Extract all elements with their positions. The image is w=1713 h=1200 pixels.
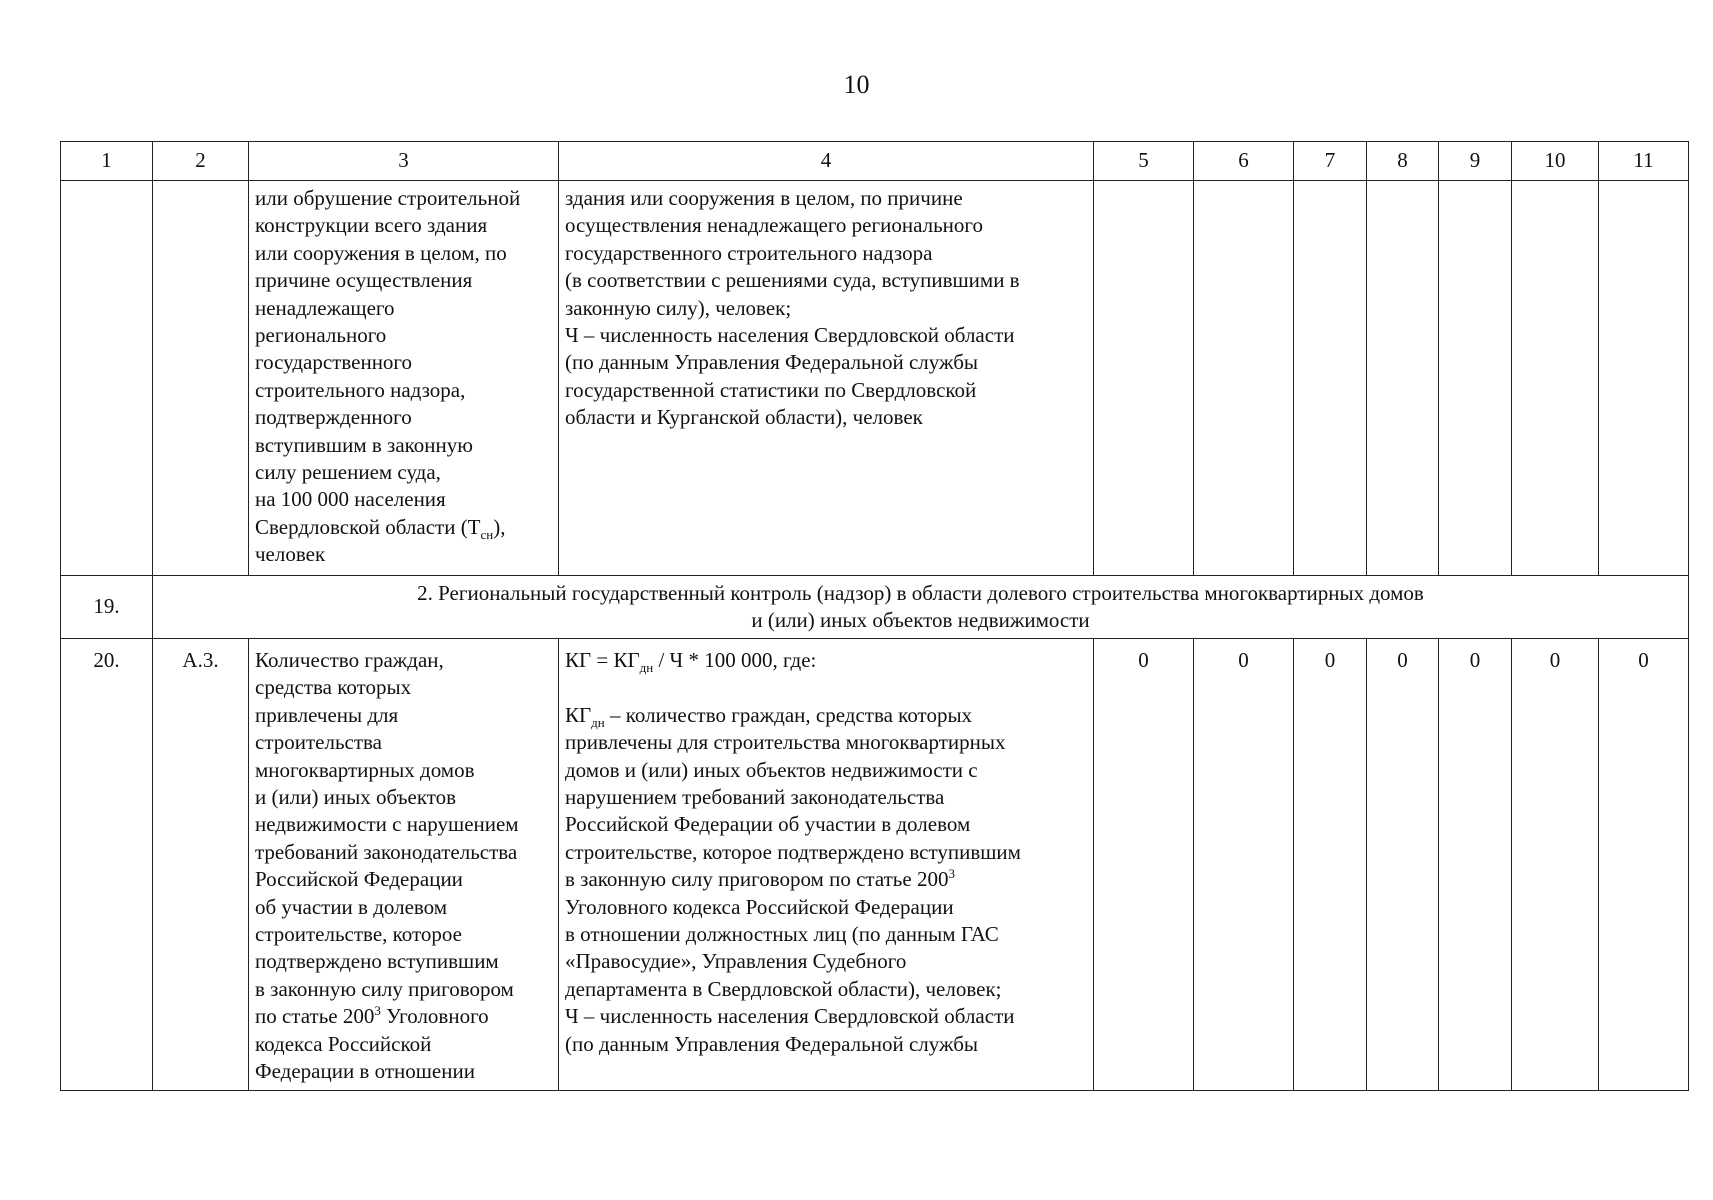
value-cell: 0 — [1194, 639, 1294, 1091]
calculation-method-cell — [559, 639, 1094, 1091]
indicator-name-tail: Уголовного кодекса Российской Федерации в отношении — [255, 1004, 489, 1084]
code-cell: А.3. — [153, 639, 249, 1091]
header-cell: 10 — [1512, 142, 1599, 181]
header-cell: 1 — [61, 142, 153, 181]
value-cell: 0 — [1599, 639, 1689, 1091]
value-cell: 0 — [1367, 639, 1439, 1091]
formula-text: КГ = КГ — [565, 648, 640, 672]
header-cell: 9 — [1439, 142, 1512, 181]
value-cell: 0 — [1512, 639, 1599, 1091]
definition-superscript: 3 — [948, 866, 955, 882]
table-row — [61, 181, 1689, 576]
value-cell: 0 — [1439, 639, 1512, 1091]
value-cell: 0 — [1294, 639, 1367, 1091]
value-cell — [1439, 181, 1512, 576]
header-cell: 2 — [153, 142, 249, 181]
table-row — [61, 639, 1689, 1091]
header-cell: 3 — [249, 142, 559, 181]
section-row — [61, 576, 1689, 639]
header-cell: 7 — [1294, 142, 1367, 181]
value-cell — [1512, 181, 1599, 576]
definition-subscript: дн — [591, 715, 605, 730]
formula-subscript: дн — [639, 660, 654, 676]
definition-text: КГ — [565, 702, 592, 727]
header-cell: 6 — [1194, 142, 1294, 181]
header-cell: 4 — [559, 142, 1094, 181]
header-cell: 11 — [1599, 142, 1689, 181]
value-cell — [1094, 181, 1194, 576]
formula-tail: / Ч * 100 000, где: — [653, 648, 817, 672]
header-row — [61, 142, 1689, 181]
indicator-subscript: сн — [480, 527, 494, 543]
value-cell — [1294, 181, 1367, 576]
header-cell: 5 — [1094, 142, 1194, 181]
indicator-name-text: или обрушение строительной конструкции всего здания или сооружения в целом, по причине осуществления ненадлежащего регионального государственного строительного надзора, подтвержденного вступившим в законную силу решением суда, на 100 000 населения Свердловской области (Т — [255, 186, 521, 539]
row-number-cell: 19. — [61, 576, 153, 639]
indicators-table — [60, 141, 1689, 1091]
calculation-method-cell: здания или сооружения в целом, по причине осуществления ненадлежащего регионального государственного строительного надзора (в соответствии с решениями суда, вступившими в законную силу), человек; Ч – численность населения Свердловской области (по данным Управления Федеральной службы государственной статистики по Свердловской области и Курганской области), человек — [559, 181, 1094, 576]
definition-body: – количество граждан, средства которых привлечены для строительства многоквартирных домов и (или) иных объектов недвижимости с нарушением требований законодательства Российской Федерации об участии в долевом строительстве, которое подтверждено вступившим в законную силу приговором по статье 200 — [565, 702, 1021, 892]
value-cell — [1367, 181, 1439, 576]
code-cell — [153, 181, 249, 576]
indicator-name-text: Количество граждан, средства которых привлечены для строительства многоквартирных домов и (или) иных объектов недвижимости с нарушением требований законодательства Российской Федерации об участии в долевом строительстве, которое подтверждено вступившим в законную силу приговором по статье 200 — [255, 648, 519, 1029]
indicator-name-cell — [249, 639, 559, 1091]
value-cell — [1194, 181, 1294, 576]
definition-tail: Уголовного кодекса Российской Федерации в отношении должностных лиц (по данным ГАС «Правосудие», Управления Судебного департамента в Свердловской области), человек; Ч – численность населения Свердловской области (по данным Управления Федеральной службы — [565, 894, 1015, 1056]
row-number-cell — [61, 181, 153, 576]
value-cell: 0 — [1094, 639, 1194, 1091]
indicator-name-cell — [249, 181, 559, 576]
row-number-cell: 20. — [61, 639, 153, 1091]
indicator-name-tail: ), человек — [255, 514, 506, 567]
header-cell: 8 — [1367, 142, 1439, 181]
section-title: 2. Региональный государственный контроль (надзор) в области долевого строительства многоквартирных домов и (или) иных объектов недвижимости — [153, 576, 1689, 639]
page-number: 10 — [843, 70, 870, 99]
value-cell — [1599, 181, 1689, 576]
indicator-superscript: 3 — [374, 1003, 381, 1019]
